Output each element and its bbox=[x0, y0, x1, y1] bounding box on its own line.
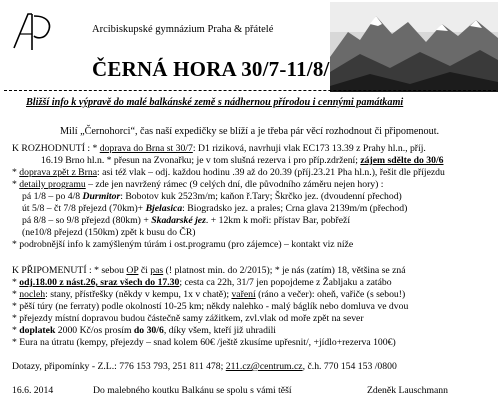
page-title: ČERNÁ HORA 30/7-11/8/ bbox=[92, 57, 352, 82]
closing-text: Do malebného koutku Balkánu se spolu s vámi těší bbox=[93, 385, 292, 396]
decision-line-3: * doprava zpět z Brna: asi též vlak – odj. každou hodinu .39 až do 20.39 (příj.23.21 Pha hl.n.), řešit dle příjezdu bbox=[12, 167, 445, 178]
organization-name: Arcibiskupské gymnázium Praha & přátelé bbox=[92, 24, 274, 35]
decision-line-2: 16.19 Brno hl.n. * přesun na Zvonařku; je v tom slušná rezerva i pro příp.zdržení; zájem sdělte do 30/6 bbox=[41, 155, 444, 166]
decision-line-1: K ROZHODNUTÍ : * doprava do Brna st 30/7: D1 riziková, navrhuji vlak EC173 13.39 z Prahy hl.n., příj. bbox=[12, 143, 426, 154]
date: 16.6. 2014 bbox=[12, 385, 54, 396]
reminder-line-5: * přejezdy místní dopravou budou částečně samy zážitkem, zvl.vlak od moře zpět na sever bbox=[12, 313, 364, 324]
program-line-bjelasica: út 5/8 – čt 7/8 přejezd (70km)+ Bjelasica: Biogradsko jez. a prales; Crna glava 2139m/m (přechod) bbox=[22, 203, 408, 214]
contacts-line: Dotazy, připomínky - Z.L.: 776 153 793, 251 811 478; 211.cz@centrum.cz, č.h. 770 154 153 /0800 bbox=[12, 361, 397, 372]
reminder-line-3: * nocleh: stany, přístřešky (někdy v kempu, 1x v chatě); vaření (ráno a večer): oheň, vařiče (s sebou!) bbox=[12, 289, 406, 300]
mountain-photo bbox=[330, 2, 498, 92]
decision-line-4: * detaily programu – zde jen navržený rámec (9 celých dní, dle původního záměru nejen hory) : bbox=[12, 179, 384, 190]
dashed-divider bbox=[4, 90, 496, 91]
reminder-line-7: * Eura na útratu (kempy, přejezdy – snad kolem 60€ /ještě zkusíme upřesnit/, +jídlo+rezerva 100€) bbox=[12, 337, 396, 348]
reminder-line-4: * pěší túry (ne ferraty) podle okolností 10-25 km; někdy nalehko - malý báglík nebo domluva ve dvou bbox=[12, 301, 409, 312]
program-line-return: (ne10/8 přejezd (150km) zpět k busu do ČR) bbox=[22, 227, 196, 238]
decision-line-info: * podrobnější info k zamýšleným túrám i ost.programu (pro zájemce) – kontakt viz níže bbox=[12, 239, 354, 250]
program-line-skadar: pá 8/8 – so 9/8 přejezd (80km) + Skadarské jez. + 12km k moři: přístav Bar, pobřeží bbox=[22, 215, 351, 226]
reminder-line-6: * doplatek 2000 Kč/os prosím do 30/6, díky všem, kteří již uhradili bbox=[12, 325, 277, 336]
email-link[interactable]: 211.cz@centrum.cz bbox=[225, 361, 303, 372]
school-logo-icon bbox=[8, 6, 56, 54]
reminder-line-2: * odj.18.00 z nást.26, sraz všech do 17.30; cesta ca 22h, 31/7 jen popojdeme z Žabljaku a zatábo bbox=[12, 277, 392, 288]
intro-text: Milí „Černohorci“, čas naší expedičky se blíží a je třeba pár věcí rozhodnout či připomenout. bbox=[60, 126, 440, 137]
reminder-line-1: K PŘIPOMENUTÍ : * sebou OP či pas (! platnost min. do 2/2015); * je nás (zatím) 18, většina se zná bbox=[12, 265, 406, 276]
signature: Zdeněk Lauschmann bbox=[367, 385, 448, 396]
subtitle: Bližší info k výpravě do malé balkánské země s nádhernou přírodou i cennými památkami bbox=[26, 97, 404, 108]
program-line-durmitor: pá 1/8 – po 4/8 Durmitor: Bobotov kuk 2523m/m; kaňon ř.Tary; Škrčko jez. (dvoudenní přechod) bbox=[22, 191, 402, 202]
